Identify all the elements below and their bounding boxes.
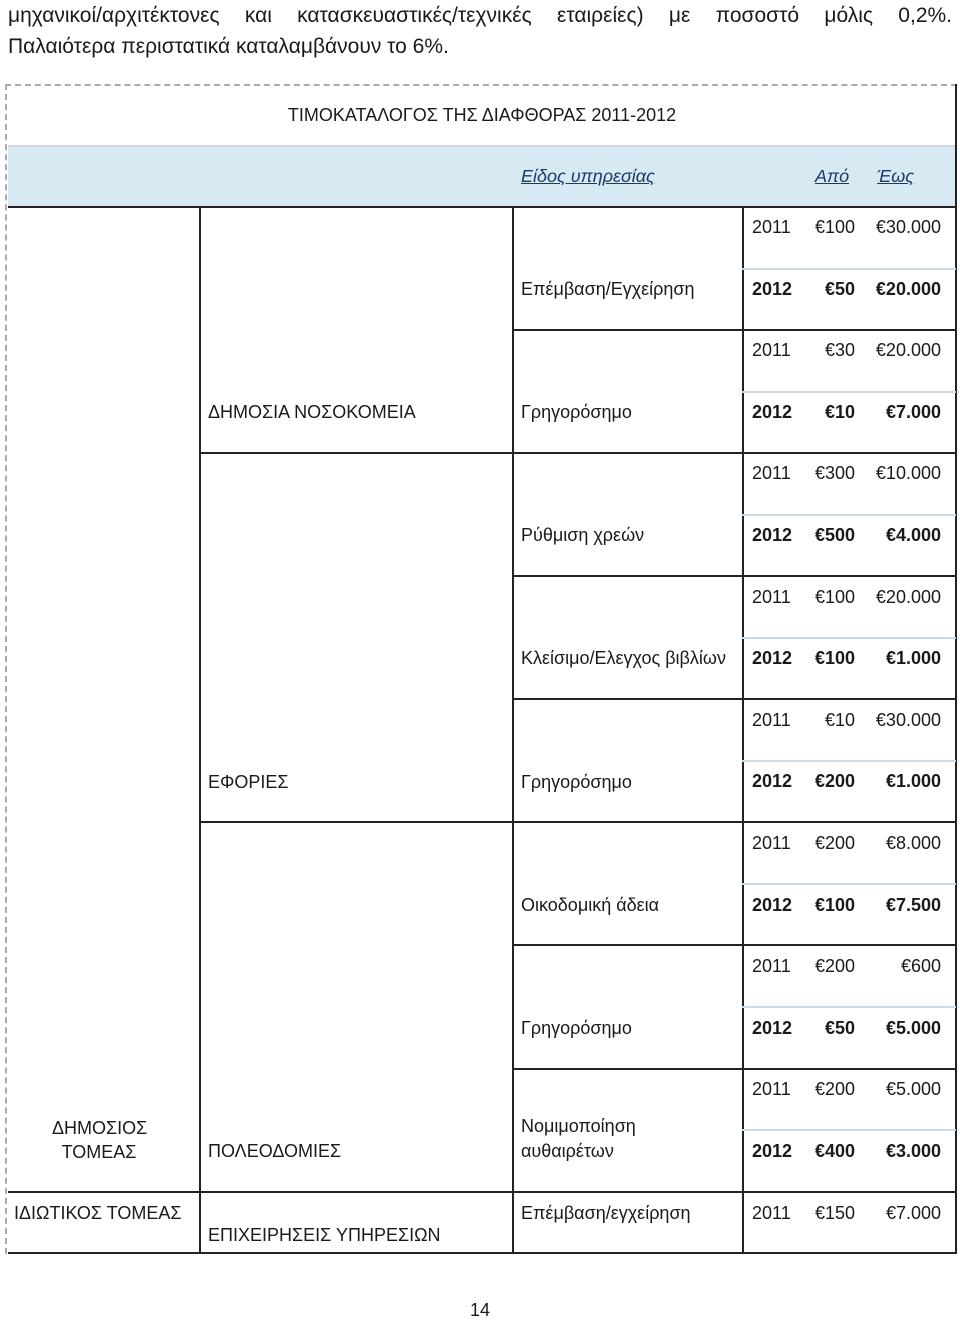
sector-private: ΙΔΙΩΤΙΚΟΣ ΤΟΜΕΑΣ: [14, 1203, 182, 1223]
row-to-amount: €600: [900, 956, 941, 977]
agency-tax: ΕΦΟΡΙΕΣ: [208, 772, 289, 792]
row-from-amount: €500: [814, 525, 855, 545]
agency-business: ΕΠΙΧΕΙΡΗΣΕΙΣ ΥΠΗΡΕΣΙΩΝ: [208, 1225, 441, 1245]
row-to-amount: €4.000: [885, 525, 941, 545]
intro-line-2: Παλαιότερα περιστατικά καταλαμβάνουν το 6%.: [8, 35, 449, 58]
agency-column-divider: [512, 206, 514, 1254]
agency-planning: ΠΟΛΕΟΔΟΜΙΕΣ: [208, 1141, 342, 1161]
row-from-amount: €200: [814, 956, 855, 977]
service-legalization-line-2: αυθαιρέτων: [521, 1141, 614, 1161]
sector-public: ΔΗΜΟΣΙΟΣ ΤΟΜΕΑΣ: [52, 1118, 148, 1162]
row-to-amount: €7.000: [885, 401, 941, 422]
service-books-audit: Κλείσιμο/Ελεγχος βιβλίων: [521, 648, 726, 668]
row-to-amount: €20.000: [875, 340, 941, 361]
row-to-amount: €8.000: [885, 833, 941, 853]
service-legalization-line-1: Νομιμοποίηση: [521, 1116, 636, 1136]
row-to-amount: €30.000: [875, 217, 941, 237]
service-surgery: Επέμβαση/Εγχείρηση: [521, 279, 695, 299]
year-rule: [742, 391, 956, 393]
header-service: Είδος υπηρεσίας: [521, 166, 655, 186]
row-to-amount: €7.000: [885, 1203, 941, 1223]
row-year: 2012: [752, 1017, 793, 1038]
year-rule: [742, 1129, 956, 1131]
row-year: 2011: [752, 956, 791, 977]
intro-text: [8, 0, 952, 62]
row-year: 2011: [752, 463, 791, 484]
row-from-amount: €300: [814, 463, 855, 484]
row-to-amount: €20.000: [875, 586, 941, 607]
row-year: 2012: [752, 771, 793, 792]
header-to: Έως: [877, 166, 914, 186]
row-year: 2011: [752, 340, 791, 361]
service-surgery-private: Επέμβαση/εγχείρηση: [521, 1203, 691, 1223]
row-to-amount: €7.500: [885, 894, 941, 915]
service-speed-fee-hospital: Γρηγορόσημο: [521, 402, 632, 422]
row-from-amount: €100: [814, 217, 855, 237]
row-to-amount: €5.000: [885, 1079, 941, 1100]
row-from-amount: €200: [814, 833, 855, 853]
year-rule: [742, 1006, 956, 1008]
row-year: 2011: [752, 709, 791, 730]
service-rule-4: [512, 698, 956, 700]
service-rule-1: [512, 329, 956, 331]
service-rule-6: [512, 944, 956, 946]
row-to-amount: €10.000: [875, 463, 941, 484]
year-rule: [742, 760, 956, 762]
table-header-row: [8, 146, 956, 207]
service-speed-fee-planning: Γρηγορόσημο: [521, 1018, 632, 1038]
service-building-permit: Οικοδομική άδεια: [521, 895, 660, 915]
row-from-amount: €200: [814, 771, 855, 792]
row-from-amount: €200: [814, 1079, 855, 1100]
service-rule-3: [512, 575, 956, 577]
row-from-amount: €150: [814, 1203, 855, 1223]
row-from-amount: €400: [814, 1141, 855, 1161]
row-year: 2012: [752, 278, 793, 299]
row-from-amount: €30: [824, 340, 855, 361]
row-from-amount: €100: [814, 586, 855, 607]
row-year: 2012: [752, 1141, 793, 1161]
agency-hospitals: ΔΗΜΟΣΙΑ ΝΟΣΟΚΟΜΕΙΑ: [208, 402, 416, 422]
header-top-rule: [8, 145, 956, 147]
page-number: 14: [469, 1300, 491, 1320]
row-from-amount: €100: [814, 894, 855, 915]
table-title: ΤΙΜΟΚΑΤΑΛΟΓΟΣ ΤΗΣ ΔΙΑΦΘΟΡΑΣ 2011-2012: [287, 104, 677, 125]
header-bottom-rule: [8, 206, 956, 208]
row-from-amount: €50: [824, 278, 855, 299]
agency-rule-1: [199, 452, 956, 454]
row-to-amount: €30.000: [875, 709, 941, 730]
service-debt-settlement: Ρύθμιση χρεών: [521, 525, 645, 545]
row-year: 2012: [752, 401, 793, 422]
year-rule: [742, 268, 956, 270]
row-year: 2011: [752, 1203, 791, 1223]
year-rule: [742, 514, 956, 516]
intro-line-1: μηχανικοί/αρχιτέκτονες και κατασκευαστικές/τεχνικές εταιρείες) με ποσοστό μόλις 0,2%.: [8, 4, 952, 27]
row-to-amount: €1.000: [885, 771, 941, 792]
row-from-amount: €50: [824, 1017, 855, 1038]
row-from-amount: €10: [824, 709, 855, 730]
year-rule: [742, 637, 956, 639]
row-from-amount: €100: [814, 648, 855, 669]
row-from-amount: €10: [824, 401, 855, 422]
agency-rule-2: [199, 821, 956, 823]
row-to-amount: €3.000: [885, 1141, 941, 1161]
service-rule-7: [512, 1068, 956, 1070]
header-from: Από: [815, 166, 850, 186]
row-year: 2011: [752, 1079, 791, 1100]
row-year: 2011: [752, 833, 791, 853]
row-to-amount: €20.000: [875, 278, 941, 299]
row-to-amount: €5.000: [885, 1017, 941, 1038]
private-sector-rule: [8, 1191, 956, 1193]
year-rule: [742, 883, 956, 885]
row-year: 2011: [752, 586, 791, 607]
row-year: 2011: [752, 217, 791, 237]
row-to-amount: €1.000: [885, 648, 941, 669]
sector-column-divider: [199, 206, 201, 1254]
table-right-edge: [955, 84, 957, 1254]
row-year: 2012: [752, 525, 793, 545]
service-speed-fee-tax: Γρηγορόσημο: [521, 772, 632, 792]
row-year: 2012: [752, 894, 793, 915]
service-column-divider: [742, 206, 744, 1254]
row-year: 2012: [752, 648, 793, 669]
table-bottom-rule: [8, 1252, 956, 1254]
